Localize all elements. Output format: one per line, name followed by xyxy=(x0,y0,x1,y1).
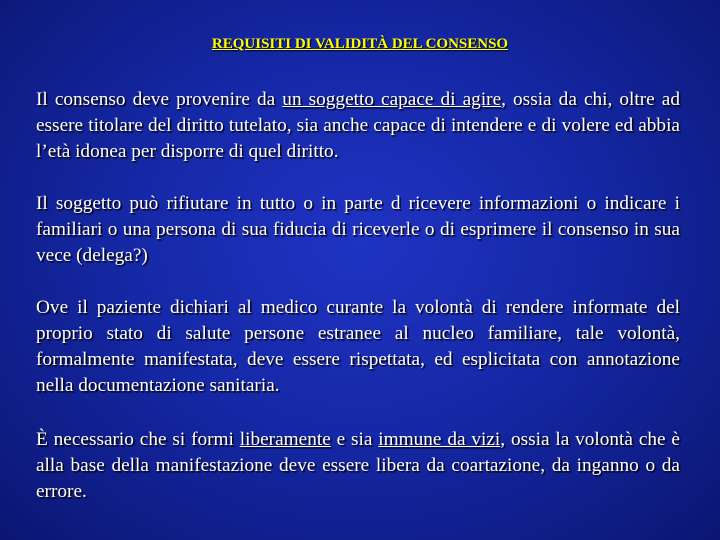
slide-title: REQUISITI DI VALIDITÀ DEL CONSENSO xyxy=(211,36,509,52)
p4-text-b: e sia xyxy=(330,429,379,450)
p4-text-a: È necessario che si formi xyxy=(36,429,240,450)
p4-underlined-term-2: immune da vizi xyxy=(378,429,501,450)
paragraph-capacity xyxy=(36,87,680,165)
p1-text-b: , ossia da chi, oltre ad essere titolare del diritto tutelato, sia anche capace di intendere e di volere ed abbia l’età idonea per disporre di quel diritto. xyxy=(36,89,680,162)
paragraph-refusal: Il soggetto può rifiutare in tutto o in parte d ricevere informazioni o indicare i familiari o una persona di sua fiducia di riceverle o di esprimere il consenso in sua vece (delega?) xyxy=(36,193,680,266)
p4-text-c: , ossia la volontà che è alla base della manifestazione deve essere libera da coartazione, da inganno o da errore. xyxy=(36,429,680,502)
p4-underlined-term-1: liberamente xyxy=(239,429,331,450)
p1-text-a: Il consenso deve provenire da xyxy=(36,89,283,110)
p1-underlined-term: un soggetto capace di agire xyxy=(282,89,502,110)
paragraph-free-will xyxy=(36,427,680,505)
paragraph-disclosure: Ove il paziente dichiari al medico curante la volontà di rendere informate del proprio stato di salute persone estranee al nucleo familiare, tale volontà, formalmente manifestata, deve essere rispettata, ed esplicitata con annotazione nella documentazione sanitaria. xyxy=(36,297,680,396)
